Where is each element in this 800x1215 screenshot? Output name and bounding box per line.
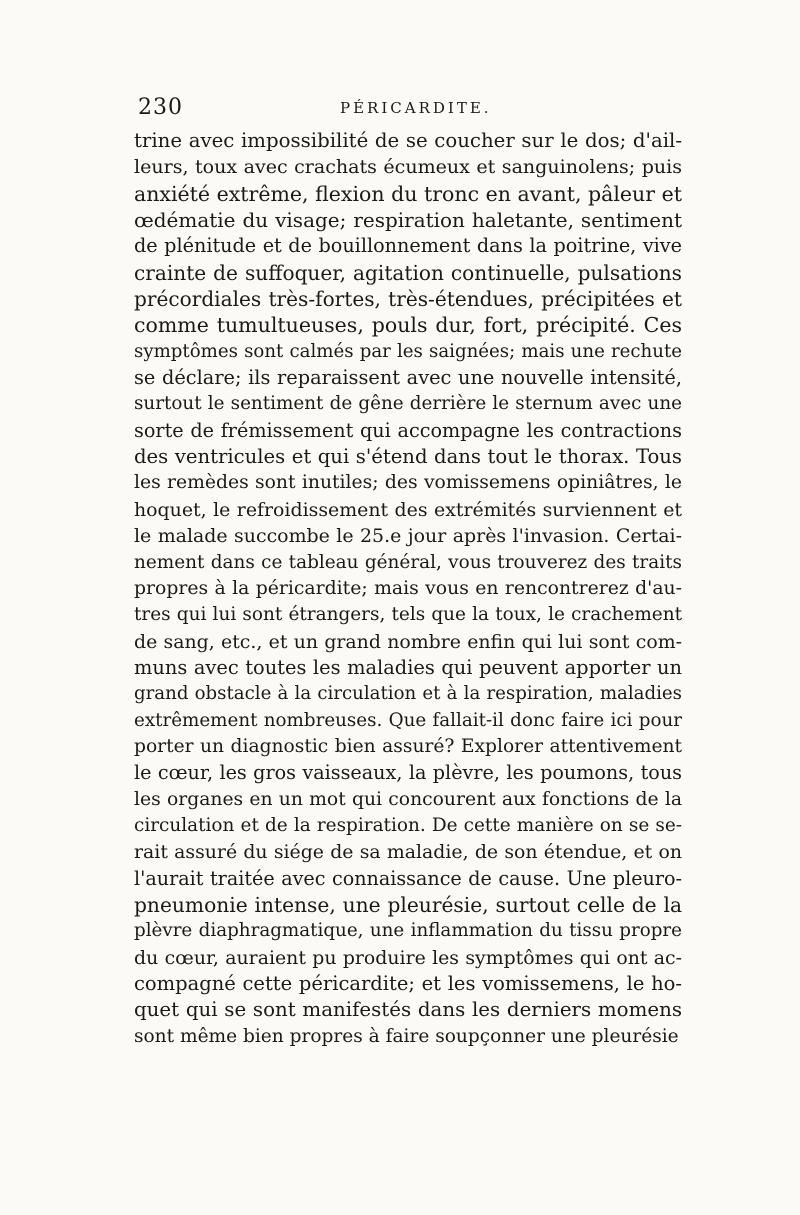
page-number: 230 [138, 95, 183, 120]
text-line: trine avec impossibilité de se coucher sur le dos; d'ail- [134, 129, 682, 152]
text-line: tres qui lui sont étrangers, tels que la toux, le crachement [134, 604, 682, 626]
text-line: l'aurait traitée avec connaissance de cause. Une pleuro- [134, 866, 682, 890]
text-line: sorte de frémissement qui accompagne les contractions [134, 418, 682, 442]
running-title: PÉRICARDITE. [340, 99, 492, 117]
text-line: de sang, etc., et un grand nombre enfin qui lui sont com- [134, 630, 682, 653]
text-line: grand obstacle à la circulation et à la respiration, maladies [134, 683, 682, 705]
body-text [134, 128, 682, 1050]
text-line: circulation et de la respiration. De cette manière on se se- [134, 814, 682, 836]
text-line: le malade succombe le 25.e jour après l'invasion. Certai- [134, 525, 682, 548]
text-line: sont même bien propres à faire soupçonner une pleurésie [134, 1025, 679, 1047]
text-line: muns avec toutes les maladies qui peuvent apporter un [134, 655, 682, 679]
text-line: les remèdes sont inutiles; des vomissemens opiniâtres, le [134, 472, 682, 494]
text-line: nement dans ce tableau général, vous trouverez des traits [134, 551, 682, 573]
text-line: les organes en un mot qui concourent aux fonctions de la [134, 788, 682, 810]
text-line: rait assuré du siége de sa maladie, de son étendue, et on [134, 841, 682, 864]
text-line: plèvre diaphragmatique, une inflammation du tissu propre [134, 920, 682, 942]
text-line: leurs, toux avec crachats écumeux et sanguinolens; puis [134, 156, 682, 179]
text-line: de plénitude et de bouillonnement dans la poitrine, vive [134, 234, 682, 258]
text-line: précordiales très-fortes, très-étendues, précipitées et [134, 287, 682, 312]
text-line: hoquet, le refroidissement des extrémités surviennent et [134, 498, 682, 521]
text-line: quet qui se sont manifestés dans les derniers momens [134, 998, 682, 1022]
text-line: symptômes sont calmés par les saignées; mais une rechute [134, 340, 682, 362]
text-line: se déclare; ils reparaissent avec une nouvelle intensité, [134, 366, 682, 390]
text-line: pneumonie intense, une pleurésie, surtout celle de la [134, 892, 682, 917]
page-header [132, 95, 672, 125]
text-line: des ventricules et qui s'étend dans tout le thorax. Tous [134, 445, 682, 469]
text-line: compagné cette péricardite; et les vomissemens, le ho- [134, 972, 682, 995]
text-line: porter un diagnostic bien assuré? Explorer attentivement [134, 735, 682, 757]
text-line: propres à la péricardite; mais vous en rencontrerez d'au- [134, 577, 682, 599]
text-line: anxiété extrême, flexion du tronc en avant, pâleur et [134, 181, 682, 206]
text-line: extrêmement nombreuses. Que fallait-il donc faire ici pour [134, 709, 682, 731]
text-line: comme tumultueuses, pouls dur, fort, précipité. Ces [134, 313, 682, 338]
text-line: du cœur, auraient pu produire les symptômes qui ont ac- [134, 946, 682, 969]
text-line: surtout le sentiment de gêne derrière le sternum avec une [134, 393, 682, 415]
text-line: le cœur, les gros vaisseaux, la plèvre, les poumons, tous [134, 761, 682, 785]
text-line: œdématie du visage; respiration haletante, sentiment [134, 208, 682, 233]
text-line: crainte de suffoquer, agitation continuelle, pulsations [134, 260, 682, 285]
